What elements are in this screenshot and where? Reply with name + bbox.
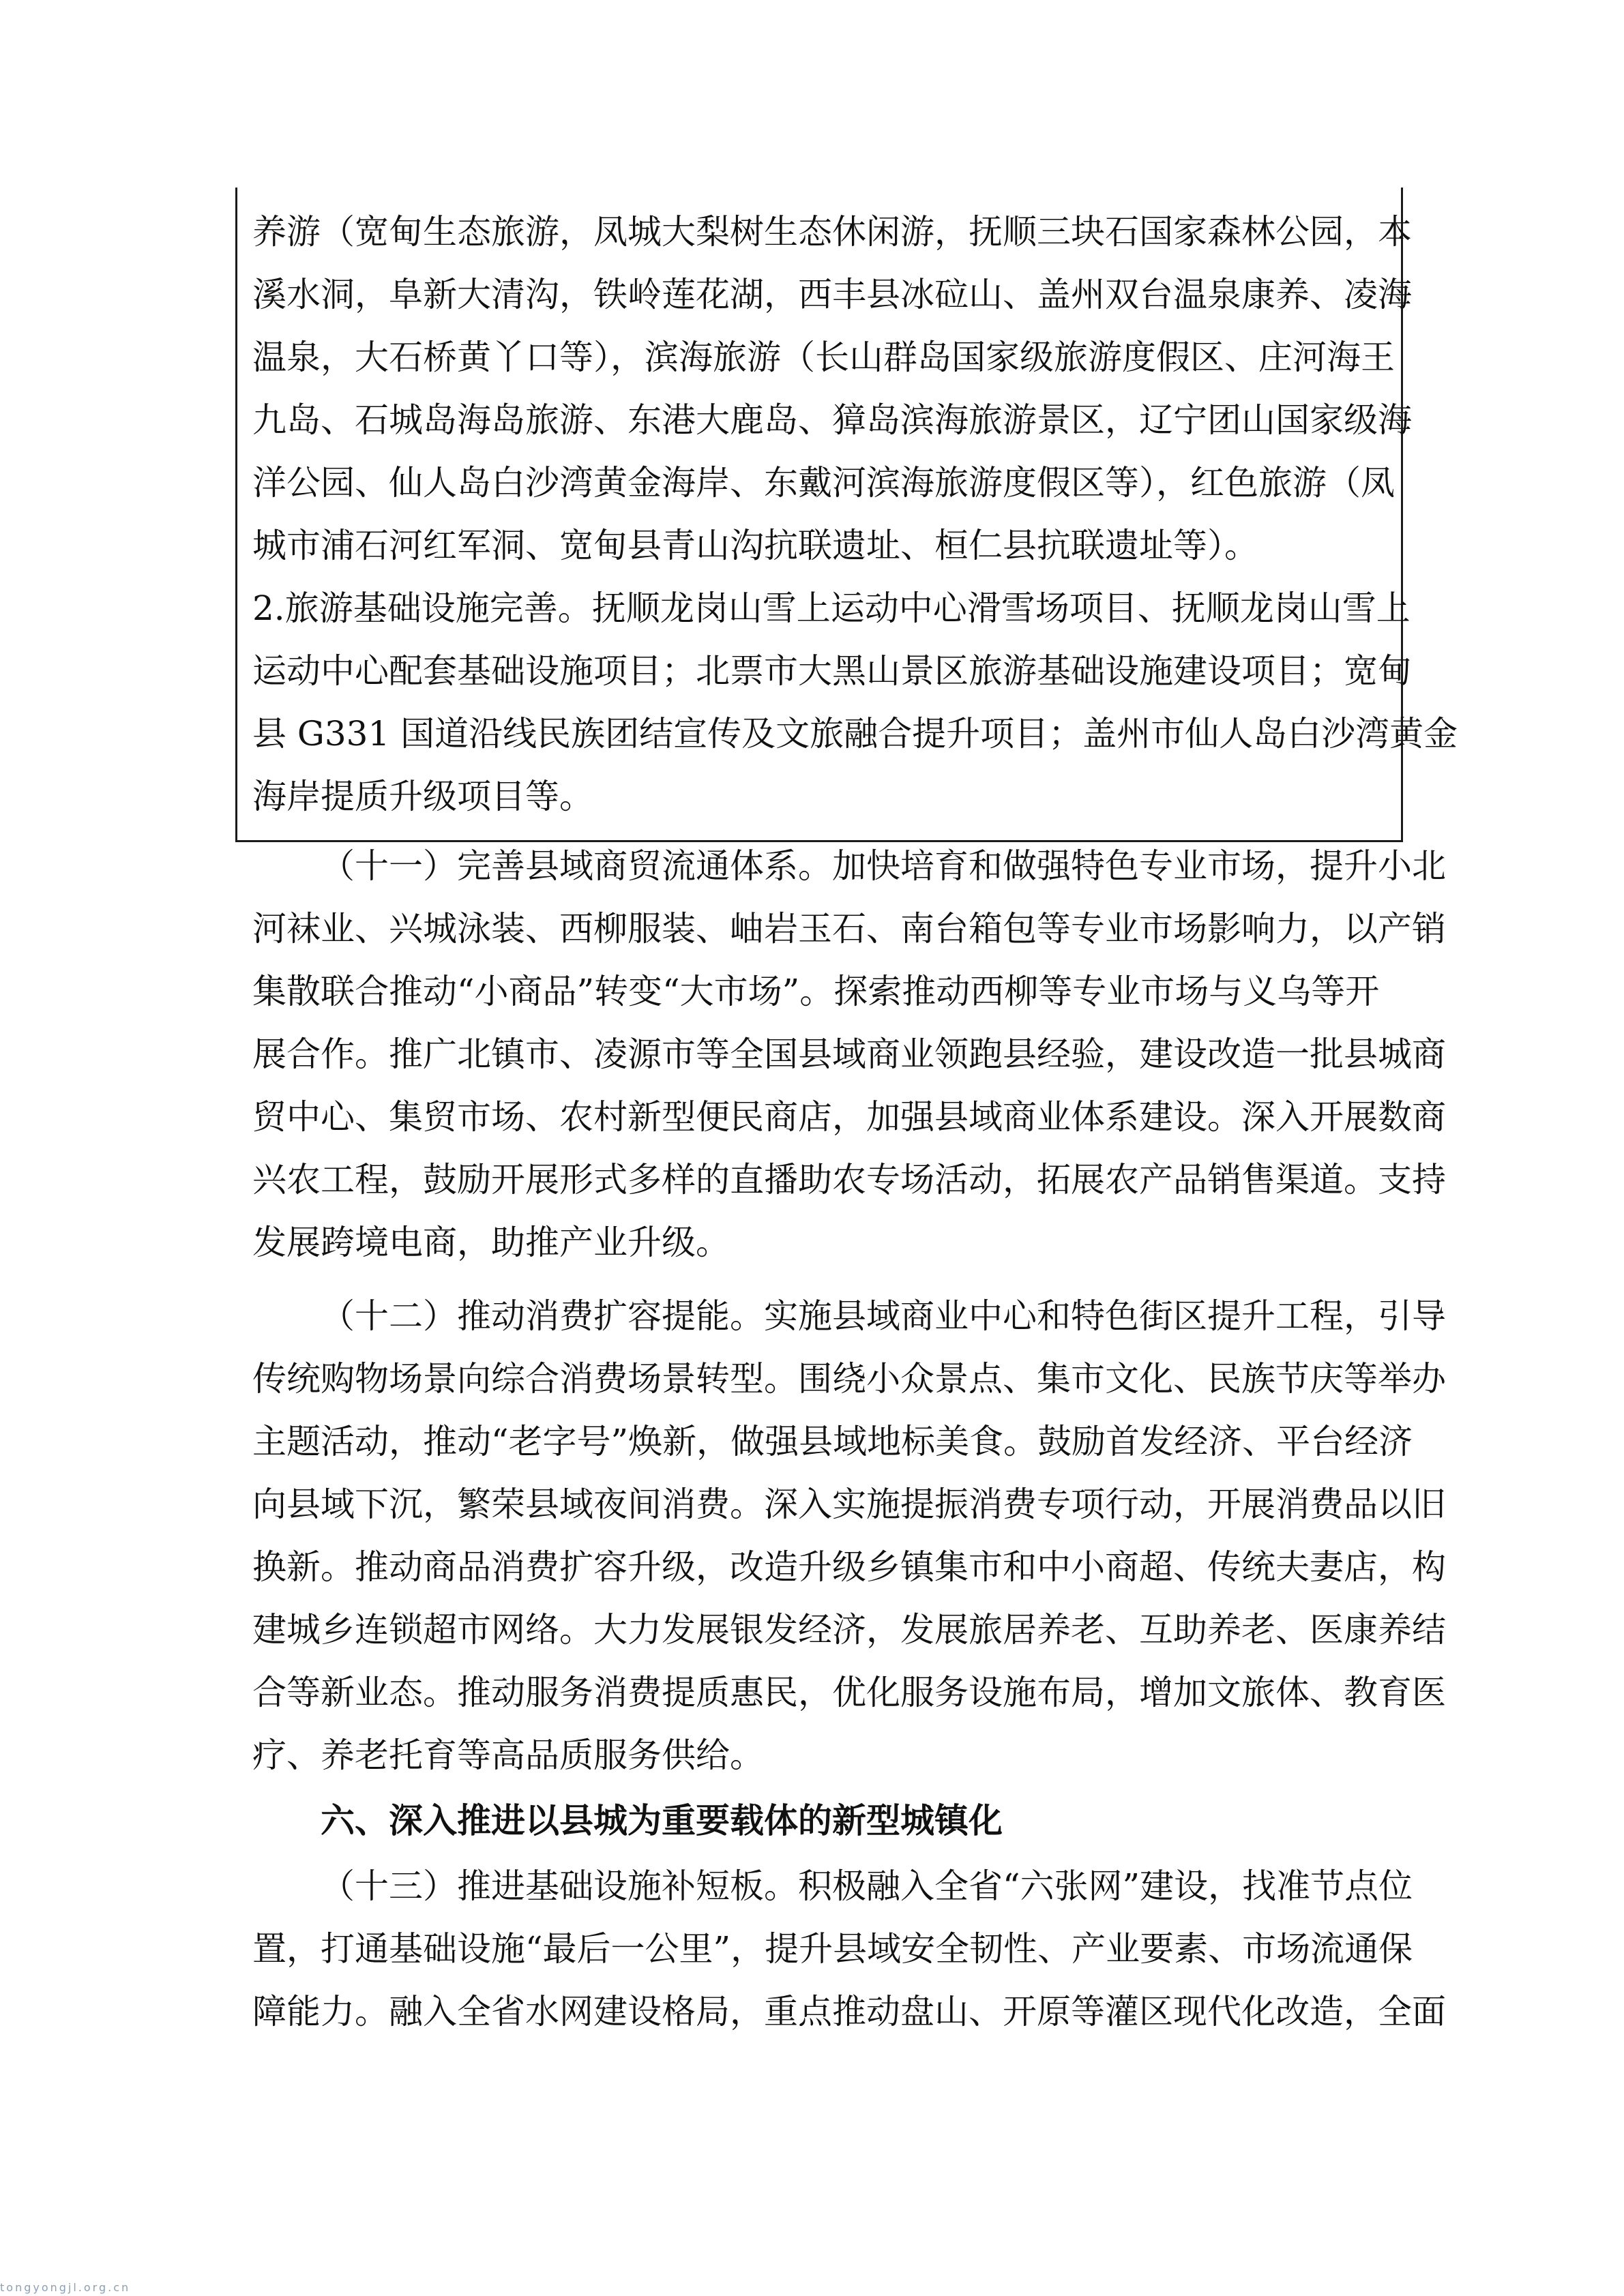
section11-line: 贸中心、集贸市场、农村新型便民商店，加强县域商业体系建设。深入开展数商 bbox=[252, 1097, 1446, 1137]
section11-line: 河袜业、兴城泳装、西柳服装、岫岩玉石、南台箱包等专业市场影响力，以产销 bbox=[252, 909, 1446, 949]
box-line: 县 G331 国道沿线民族团结宣传及文旅融合提升项目；盖州市仙人岛白沙湾黄金 bbox=[252, 714, 1458, 754]
section12-line: 向县域下沉，繁荣县域夜间消费。深入实施提振消费专项行动，开展消费品以旧 bbox=[252, 1485, 1446, 1524]
section11-line: 兴农工程，鼓励开展形式多样的直播助农专场活动，拓展农产品销售渠道。支持 bbox=[252, 1160, 1446, 1199]
section11-line: 发展跨境电商，助推产业升级。 bbox=[252, 1223, 730, 1262]
section13-line: 障能力。融入全省水网建设格局，重点推动盘山、开原等灌区现代化改造，全面 bbox=[252, 1992, 1446, 2031]
watermark: tongyongjl.org.cn bbox=[0, 2281, 131, 2294]
section11-line: 展合作。推广北镇市、凌源市等全国县域商业领跑县经验，建设改造一批县城商 bbox=[252, 1034, 1446, 1074]
section12-line: 疗、养老托育等高品质服务供给。 bbox=[252, 1735, 764, 1775]
box-line: 温泉，大石桥黄丫口等），滨海旅游（长山群岛国家级旅游度假区、庄河海王 bbox=[252, 338, 1395, 377]
section12-line: 传统购物场景向综合消费场景转型。围绕小众景点、集市文化、民族节庆等举办 bbox=[252, 1359, 1446, 1399]
section13-line: 置，打通基础设施“最后一公里”，提升县域安全韧性、产业要素、市场流通保 bbox=[252, 1929, 1413, 1969]
section13-line: （十三）推进基础设施补短板。积极融入全省“六张网”建设，找准节点位 bbox=[321, 1866, 1413, 1906]
box-line: 洋公园、仙人岛白沙湾黄金海岸、东戴河滨海旅游度假区等），红色旅游（凤 bbox=[252, 463, 1395, 503]
section12-line: 主题活动，推动“老字号”焕新，做强县域地标美食。鼓励首发经济、平台经济 bbox=[252, 1422, 1413, 1461]
section12-line: 建城乡连锁超市网络。大力发展银发经济，发展旅居养老、互助养老、医康养结 bbox=[252, 1610, 1446, 1650]
section-heading: 六、深入推进以县城为重要载体的新型城镇化 bbox=[321, 1800, 1003, 1840]
box-line: 运动中心配套基础设施项目；北票市大黑山景区旅游基础设施建设项目；宽甸 bbox=[252, 651, 1412, 691]
section11-line: （十一）完善县域商贸流通体系。加快培育和做强特色专业市场，提升小北 bbox=[321, 846, 1446, 886]
section12-line: （十二）推动消费扩容提能。实施县域商业中心和特色街区提升工程，引导 bbox=[321, 1296, 1446, 1336]
section12-line: 换新。推动商品消费扩容升级，改造升级乡镇集市和中小商超、传统夫妻店，构 bbox=[252, 1547, 1446, 1587]
box-line: 城市浦石河红军洞、宽甸县青山沟抗联遗址、桓仁县抗联遗址等）。 bbox=[252, 526, 1258, 565]
box-line: 溪水洞，阜新大清沟，铁岭莲花湖，西丰县冰砬山、盖州双台温泉康养、凌海 bbox=[252, 275, 1412, 314]
section11-line: 集散联合推动“小商品”转变“大市场”。探索推动西柳等专业市场与义乌等开 bbox=[252, 972, 1380, 1011]
box-line: 海岸提质升级项目等。 bbox=[252, 777, 593, 816]
section12-line: 合等新业态。推动服务消费提质惠民，优化服务设施布局，增加文旅体、教育医 bbox=[252, 1673, 1446, 1712]
box-line: 养游（宽甸生态旅游，凤城大梨树生态休闲游，抚顺三块石国家森林公园，本 bbox=[252, 212, 1412, 252]
box-line: 九岛、石城岛海岛旅游、东港大鹿岛、獐岛滨海旅游景区，辽宁团山国家级海 bbox=[252, 400, 1412, 440]
box-line: 2.旅游基础设施完善。抚顺龙岗山雪上运动中心滑雪场项目、抚顺龙岗山雪上 bbox=[252, 588, 1411, 628]
